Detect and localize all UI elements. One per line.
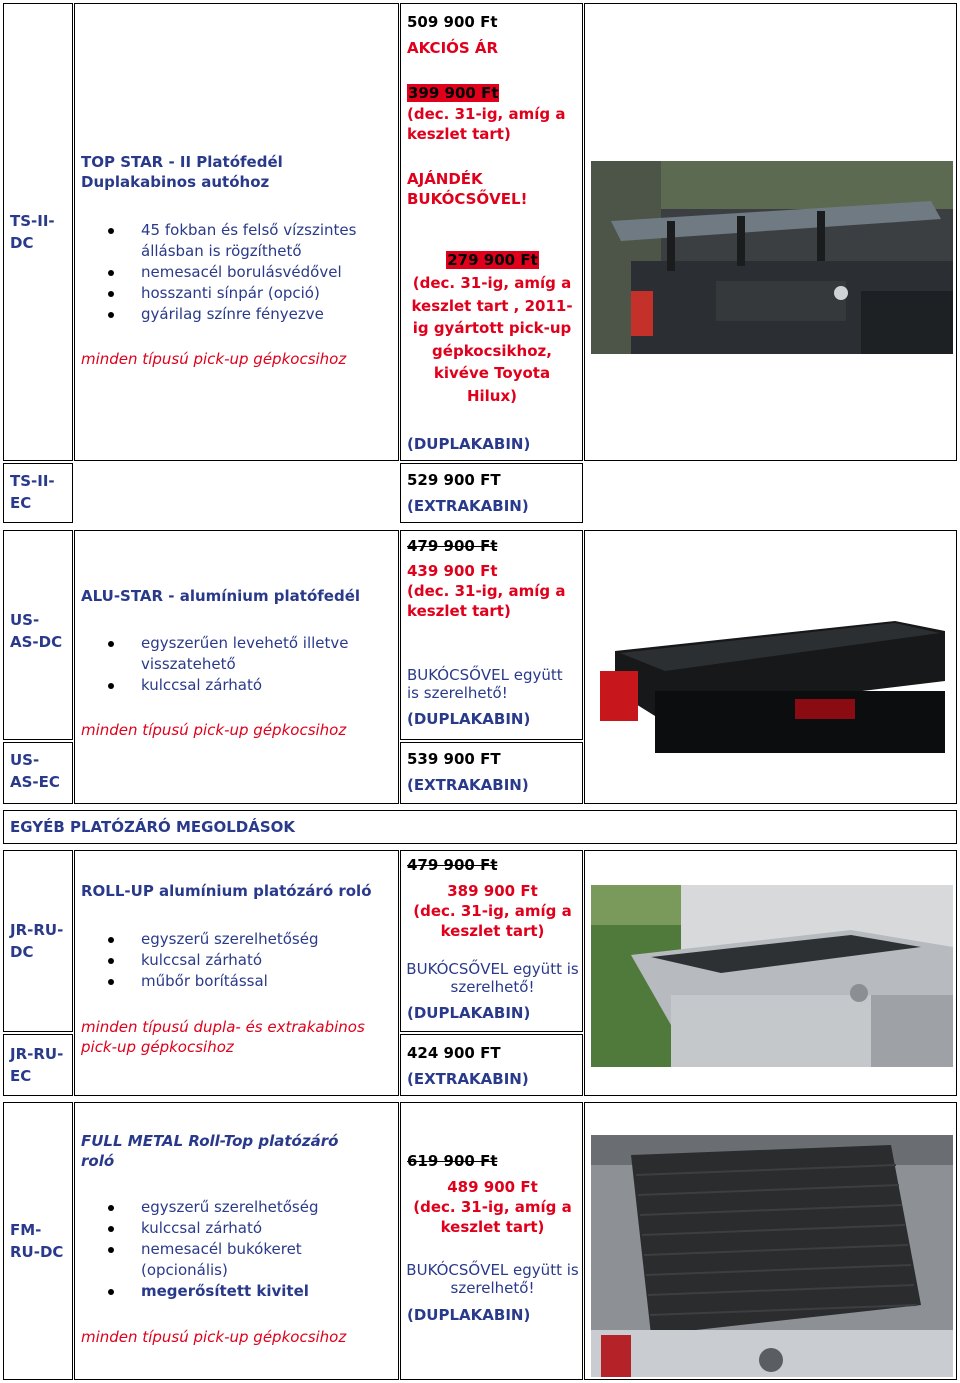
old-price: 479 900 Ft <box>407 537 498 555</box>
list-item: egyszerű szerelhetőség <box>75 1197 375 1218</box>
product-code: TS-II-DC <box>10 212 55 252</box>
pickup-photo-topstar <box>591 161 953 354</box>
old-price: 479 900 Ft <box>407 856 498 874</box>
row1-desc-cell <box>74 3 399 461</box>
promo-note: (dec. 31-ig, amíg a keszlet tart) <box>413 902 572 940</box>
feature-list <box>75 220 395 325</box>
section-title: EGYÉB PLATÓZÁRÓ MEGOLDÁSOK <box>10 818 296 836</box>
row5-code-cell-ec <box>3 1034 73 1096</box>
row5-code-cell-dc <box>3 850 73 1032</box>
row3-image-cell <box>584 530 957 804</box>
row1-code-cell <box>3 3 73 461</box>
list-item: egyszerű szerelhetőség <box>75 929 385 950</box>
pickup-photo-rollup <box>591 885 953 1067</box>
product-code: JR-RU-EC <box>10 1045 64 1085</box>
section-title-cell <box>3 810 957 844</box>
row2-code-cell <box>3 463 73 523</box>
promo-note: (dec. 31-ig, amíg a keszlet tart) <box>407 105 566 143</box>
pickup-photo-alustar <box>595 581 951 753</box>
suitable-text: minden típusú pick-up gépkocsihoz <box>81 721 347 739</box>
row3-code-cell <box>3 530 73 740</box>
product-title: TOP STAR - II Platófedél Duplakabinos autóhoz <box>81 153 283 191</box>
row5-image-cell <box>584 850 957 1096</box>
feature-list <box>75 633 365 696</box>
row5-price-cell <box>400 850 583 1032</box>
list-item: nemesacél borulásvédővel <box>75 262 395 283</box>
row3-price-cell <box>400 530 583 740</box>
row5-desc-cell <box>74 850 399 1096</box>
row4-price-cell <box>400 742 583 804</box>
row5-ec-price-cell <box>400 1034 583 1096</box>
product-code: FM-RU-DC <box>10 1221 64 1261</box>
special-price <box>401 250 584 270</box>
list-item: műbőr borítással <box>75 971 385 992</box>
promo-price <box>407 83 499 103</box>
suitable-text: minden típusú pick-up gépkocsihoz <box>81 1328 347 1346</box>
row6-price-cell <box>400 1102 583 1380</box>
row4-code-cell <box>3 742 73 804</box>
feature-list <box>75 1197 375 1302</box>
promo-price-value: 399 900 Ft <box>408 84 499 102</box>
list-item: gyárilag színre fényezve <box>75 304 395 325</box>
combo-text: BUKÓCSŐVEL együtt is szerelhető! <box>407 666 563 702</box>
ec-price: 529 900 FT <box>407 471 501 489</box>
new-price: 489 900 Ft <box>447 1178 538 1196</box>
cab-type: (DUPLAKABIN) <box>407 1306 531 1324</box>
ec-price: 424 900 FT <box>407 1044 501 1062</box>
special-note: (dec. 31-ig, amíg a keszlet tart , 2011-ig gyártott pick-up gépkocsikhoz, kivéve Toyota Hilux) <box>411 274 573 405</box>
row1-image-cell <box>584 3 957 461</box>
list-item: kulccsal zárható <box>75 950 385 971</box>
suitable-text: minden típusú pick-up gépkocsihoz <box>81 350 347 368</box>
list-item: megerősített kivitel <box>75 1281 375 1302</box>
list-item: egyszerűen levehető illetve visszatehető <box>75 633 365 675</box>
combo-text: BUKÓCSŐVEL együtt is szerelhető! <box>406 960 579 996</box>
promo-note: (dec. 31-ig, amíg a keszlet tart) <box>407 582 566 620</box>
product-code: US-AS-DC <box>10 611 63 651</box>
cab-type: (EXTRAKABIN) <box>407 776 529 794</box>
promo-note: (dec. 31-ig, amíg a keszlet tart) <box>413 1198 572 1236</box>
product-code: TS-II-EC <box>10 472 55 512</box>
ec-price: 539 900 FT <box>407 750 501 768</box>
product-title: FULL METAL Roll-Top platózáró roló <box>81 1132 339 1170</box>
product-code: JR-RU-DC <box>10 921 64 961</box>
combo-text: BUKÓCSŐVEL együtt is szerelhető! <box>406 1261 579 1297</box>
cab-type: (EXTRAKABIN) <box>407 1070 529 1088</box>
row6-desc-cell <box>74 1102 399 1380</box>
old-price: 619 900 Ft <box>407 1152 498 1170</box>
row6-image-cell <box>584 1102 957 1380</box>
product-code: US-AS-EC <box>10 751 60 791</box>
new-price: 439 900 Ft <box>407 562 498 580</box>
suitable-text: minden típusú dupla- és extrakabinos pick-up gépkocsihoz <box>81 1018 365 1056</box>
row6-code-cell <box>3 1102 73 1380</box>
cab-type: (EXTRAKABIN) <box>407 497 529 515</box>
pickup-photo-fullmetal <box>591 1135 953 1377</box>
list-item: nemesacél bukókeret (opcionális) <box>75 1239 321 1281</box>
row3-desc-cell <box>74 530 399 804</box>
list-price: 509 900 Ft <box>407 13 498 31</box>
feature-list <box>75 929 385 992</box>
new-price: 389 900 Ft <box>447 882 538 900</box>
gift-text: AJÁNDÉK BUKÓCSŐVEL! <box>407 170 528 208</box>
cab-type: (DUPLAKABIN) <box>407 710 531 728</box>
product-title: ALU-STAR - alumínium platófedél <box>81 587 361 605</box>
list-item: kulccsal zárható <box>75 1218 375 1239</box>
cab-type: (DUPLAKABIN) <box>407 1004 531 1022</box>
row1-price-cell <box>400 3 583 461</box>
list-item: 45 fokban és felső vízszintes állásban is rögzíthető <box>75 220 395 262</box>
promo-label: AKCIÓS ÁR <box>407 39 499 57</box>
list-item: hosszanti sínpár (opció) <box>75 283 395 304</box>
special-price-value: 279 900 Ft <box>447 251 538 269</box>
list-item: kulccsal zárható <box>75 675 365 696</box>
row2-price-cell <box>400 463 583 523</box>
product-title: ROLL-UP alumínium platózáró roló <box>81 882 372 900</box>
cab-type: (DUPLAKABIN) <box>407 435 531 453</box>
